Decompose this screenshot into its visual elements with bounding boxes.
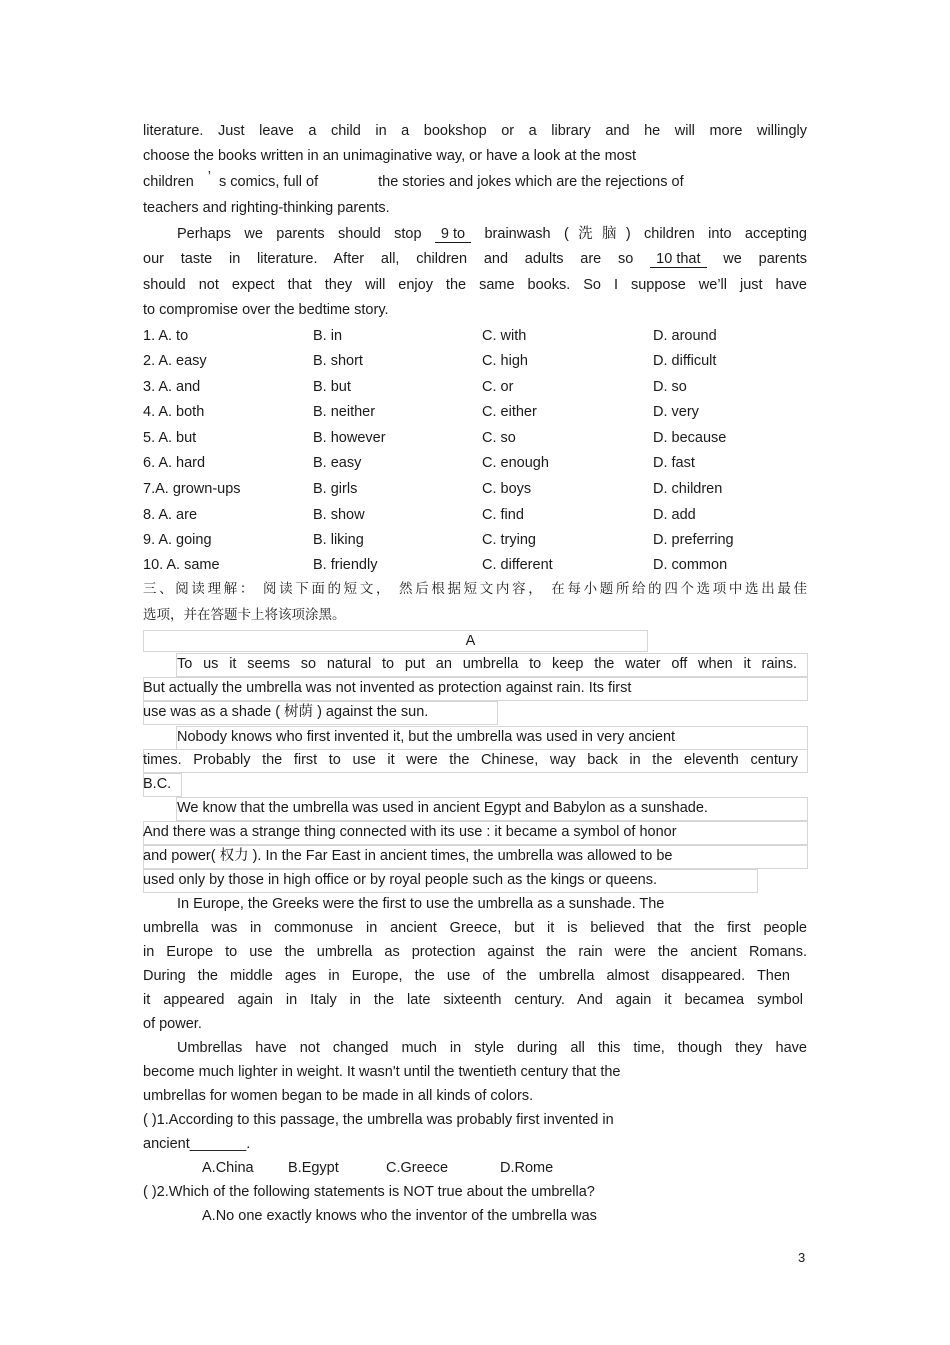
reading-line: Umbrellas have not changed much in style during all this time, though they have [177, 1040, 807, 1056]
option-10-c: C. different [482, 557, 553, 573]
question-1: ( )1.According to this passage, the umbrella was probably first invented in [143, 1112, 614, 1128]
q1-option-d: D.Rome [500, 1160, 554, 1176]
option-10-d: D. common [653, 557, 728, 573]
option-1-d: D. around [653, 328, 717, 344]
option-8-d: D. add [653, 507, 696, 523]
option-1-c: C. with [482, 328, 527, 344]
option-2-a: 2. A. easy [143, 353, 207, 369]
q1-option-a: A.China [202, 1160, 254, 1176]
option-10-b: B. friendly [313, 557, 378, 573]
option-9-b: B. liking [313, 532, 364, 548]
question-2: ( )2.Which of the following statements is NOT true about the umbrella? [143, 1184, 595, 1200]
reading-line: times. Probably the first to use it were the Chinese, way back in the eleventh century [143, 752, 798, 768]
reading-line: But actually the umbrella was not invented as protection against rain. Its first [143, 680, 632, 696]
reading-line: use was as a shade ( 树荫 ) against the sun. [143, 704, 429, 720]
reading-line: To us it seems so natural to put an umbrella to keep the water off when it rains. [177, 656, 797, 672]
reading-line: in Europe to use the umbrella as protection against the rain were the ancient Romans. [143, 944, 807, 960]
option-5-a: 5. A. but [143, 430, 197, 446]
section-instruction: 选项，并在答题卡上将该项涂黑。 [143, 607, 346, 623]
option-10-a: 10. A. same [143, 557, 220, 573]
reading-line: used only by those in high office or by royal people such as the kings or queens. [143, 872, 657, 888]
reading-line: And there was a strange thing connected with its use : it became a symbol of honor [143, 824, 677, 840]
reading-line: Nobody knows who first invented it, but the umbrella was used in very ancient [177, 729, 676, 745]
passage-line: Perhaps we parents should stop 9 to brainwash (洗脑) children into accepting [177, 226, 807, 242]
passage-title: A [465, 633, 476, 649]
passage-line: children ’ s comics, full of the stories and jokes which are the rejections of [143, 169, 684, 190]
option-2-d: D. difficult [653, 353, 717, 369]
option-9-c: C. trying [482, 532, 536, 548]
blank-9: 9 to [435, 226, 471, 243]
option-2-c: C. high [482, 353, 528, 369]
passage-line: choose the books written in an unimaginative way, or have a look at the most [143, 148, 637, 164]
reading-line: umbrella was in commonuse in ancient Greece, but it is believed that the first people [143, 920, 807, 936]
option-7-b: B. girls [313, 481, 358, 497]
reading-line: become much lighter in weight. It wasn't until the twentieth century that the [143, 1064, 621, 1080]
option-3-d: D. so [653, 379, 687, 395]
option-8-b: B. show [313, 507, 365, 523]
question-1-cont: ancient_______. [143, 1136, 251, 1152]
reading-line: it appeared again in Italy in the late sixteenth century. And again it becamea symbol [143, 992, 803, 1008]
option-4-c: C. either [482, 404, 537, 420]
option-1-b: B. in [313, 328, 343, 344]
option-7-c: C. boys [482, 481, 532, 497]
passage-line: our taste in literature. After all, children and adults are so 10 that we parents [143, 251, 807, 267]
page-number: 3 [798, 1250, 806, 1265]
passage-line: to compromise over the bedtime story. [143, 302, 389, 318]
reading-line: of power. [143, 1016, 202, 1032]
blank-10: 10 that [650, 251, 706, 268]
option-4-b: B. neither [313, 404, 376, 420]
passage-line: literature. Just leave a child in a bookshop or a library and he will more willingly [143, 123, 807, 139]
reading-line: and power( 权力 ). In the Far East in ancient times, the umbrella was allowed to be [143, 848, 673, 864]
reading-line: We know that the umbrella was used in ancient Egypt and Babylon as a sunshade. [177, 800, 708, 816]
option-5-c: C. so [482, 430, 516, 446]
q2-option-a: A.No one exactly knows who the inventor of the umbrella was [202, 1208, 597, 1224]
passage-line: should not expect that they will enjoy the same books. So I suppose we’ll just have [143, 277, 807, 293]
option-3-c: C. or [482, 379, 514, 395]
reading-line: During the middle ages in Europe, the use of the umbrella almost disappeared. Then [143, 968, 790, 984]
option-4-a: 4. A. both [143, 404, 205, 420]
section-heading: 三、阅读理解： 阅读下面的短文， 然后根据短文内容， 在每小题所给的四个选项中选出最佳 [143, 581, 807, 597]
option-6-b: B. easy [313, 455, 362, 471]
option-4-d: D. very [653, 404, 699, 420]
reading-line: umbrellas for women began to be made in all kinds of colors. [143, 1088, 534, 1104]
option-6-d: D. fast [653, 455, 695, 471]
option-7-a: 7.A. grown-ups [143, 481, 241, 497]
option-3-b: B. but [313, 379, 351, 395]
option-2-b: B. short [313, 353, 363, 369]
option-7-d: D. children [653, 481, 723, 497]
option-5-b: B. however [313, 430, 386, 446]
option-6-a: 6. A. hard [143, 455, 206, 471]
option-3-a: 3. A. and [143, 379, 201, 395]
option-8-a: 8. A. are [143, 507, 198, 523]
option-9-a: 9. A. going [143, 532, 212, 548]
option-5-d: D. because [653, 430, 727, 446]
passage-line: teachers and righting-thinking parents. [143, 200, 390, 216]
option-1-a: 1. A. to [143, 328, 189, 344]
reading-line: B.C. [143, 776, 172, 792]
reading-line: In Europe, the Greeks were the first to use the umbrella as a sunshade. The [177, 896, 665, 912]
option-8-c: C. find [482, 507, 524, 523]
option-9-d: D. preferring [653, 532, 734, 548]
q1-option-b: B.Egypt [288, 1160, 339, 1176]
option-6-c: C. enough [482, 455, 549, 471]
q1-option-c: C.Greece [386, 1160, 449, 1176]
